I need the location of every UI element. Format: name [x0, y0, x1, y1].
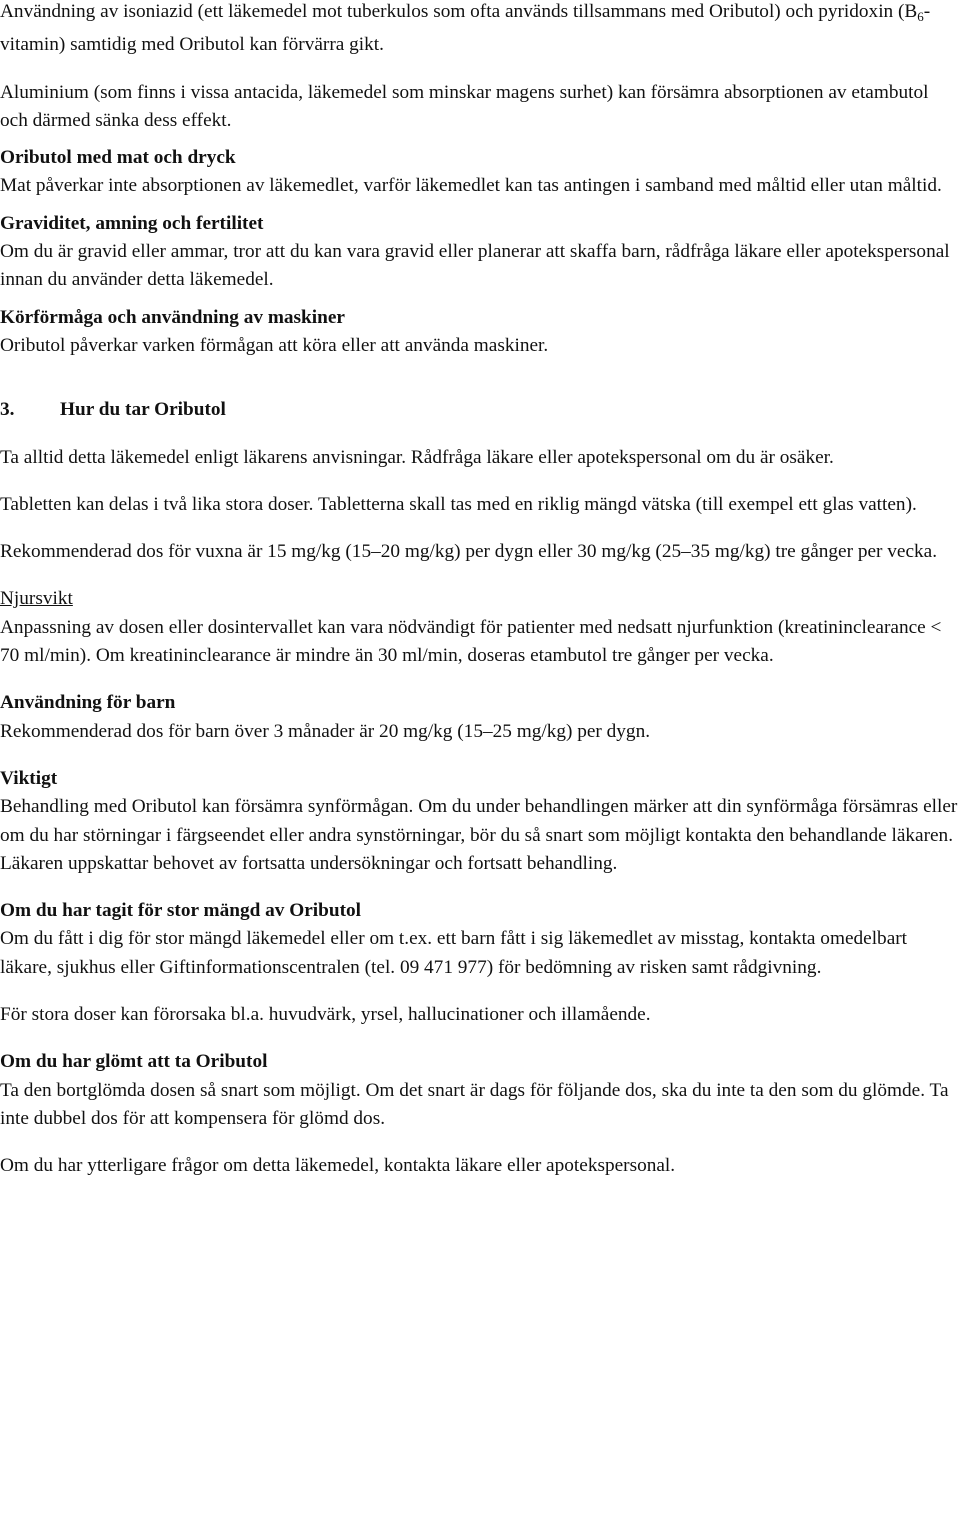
children-heading: Användning för barn	[0, 692, 176, 714]
driving-heading: Körförmåga och användning av maskiner	[0, 306, 345, 328]
section-3-title: Hur du tar Oributol	[60, 399, 226, 421]
important-heading: Viktigt	[0, 767, 58, 789]
overdose-symptoms-text: För stora doser kan förorsaka bl.a. huvudvärk, yrsel, hallucinationer och illamående.	[0, 1004, 651, 1026]
food-drink-heading: Oributol med mat och dryck	[0, 147, 236, 169]
overdose-heading: Om du har tagit för stor mängd av Oributol	[0, 900, 362, 922]
section-3-heading	[0, 396, 958, 424]
subscript-six: 6	[917, 9, 924, 24]
dosage-instructions-paragraph: Ta alltid detta läkemedel enligt läkarens anvisningar. Rådfråga läkare eller apotekspersonal om du är osäker.	[0, 446, 834, 468]
renal-failure-text: Anpassning av dosen eller dosintervallet kan vara nödvändigt för patienter med nedsatt njurfunktion (kreatininclearance < 70 ml/min). Om kreatininclearance är mindre än 30 ml/min, doseras etambutol tre gånger per vecka.	[0, 616, 942, 667]
missed-dose-heading: Om du har glömt att ta Oributol	[0, 1051, 268, 1073]
interaction-isoniazid-paragraph	[0, 0, 958, 60]
food-drink-text: Mat påverkar inte absorptionen av läkemedlet, varför läkemedlet kan tas antingen i samband med måltid eller utan måltid.	[0, 175, 942, 197]
missed-dose-text: Ta den bortglömda dosen så snart som möjligt. Om det snart är dags för följande dos, ska du inte ta den som du glömde. Ta inte dubbel dos för att kompensera för glömd dos.	[0, 1079, 949, 1129]
interaction-isoniazid-text-start: Användning av isoniazid (ett läkemedel mot tuberkulos som ofta används tillsammans med Oributol) och pyridoxin (B	[0, 1, 918, 22]
pregnancy-text: Om du är gravid eller ammar, tror att du kan vara gravid eller planerar att skaffa barn, rådfråga läkare eller apotekspersonal innan du använder detta läkemedel.	[0, 241, 950, 291]
interaction-aluminium-paragraph: Aluminium (som finns i vissa antacida, läkemedel som minskar magens surhet) kan försämra absorptionen av etambutol och därmed sänka dess effekt.	[0, 81, 929, 131]
tablet-split-paragraph: Tabletten kan delas i två lika stora doser. Tabletterna skall tas med en riklig mängd vätska (till exempel ett glas vatten).	[0, 493, 917, 515]
pregnancy-heading: Graviditet, amning och fertilitet	[0, 212, 264, 234]
section-3-number: 3.	[0, 399, 15, 421]
adult-dose-paragraph: Rekommenderad dos för vuxna är 15 mg/kg (15–20 mg/kg) per dygn eller 30 mg/kg (25–35 mg/kg) tre gånger per vecka.	[0, 541, 938, 563]
children-text: Rekommenderad dos för barn över 3 månader är 20 mg/kg (15–25 mg/kg) per dygn.	[0, 720, 651, 742]
important-text: Behandling med Oributol kan försämra synförmågan. Om du under behandlingen märker att din synförmåga försämras eller om du har störningar i färgseendet eller andra synstörningar, bör du så snart som möjligt kontakta den behandlande läkaren. Läkaren uppskattar behovet av fortsatta undersökningar och fortsatt behandling.	[0, 796, 958, 874]
renal-failure-heading: Njursvikt	[0, 588, 73, 610]
interaction-isoniazid-text-end: -vitamin) samtidig med Oributol kan förvärra gikt.	[0, 1, 931, 56]
overdose-text: Om du fått i dig för stor mängd läkemedel eller om t.ex. ett barn fått i sig läkemedlet av misstag, kontakta omedelbart läkare, sjukhus eller Giftinformationscentralen (tel. 09 471 977) för bedömning av risken samt rådgivning.	[0, 928, 908, 978]
driving-text: Oributol påverkar varken förmågan att köra eller att använda maskiner.	[0, 334, 549, 356]
closing-paragraph: Om du har ytterligare frågor om detta läkemedel, kontakta läkare eller apotekspersonal.	[0, 1155, 676, 1177]
